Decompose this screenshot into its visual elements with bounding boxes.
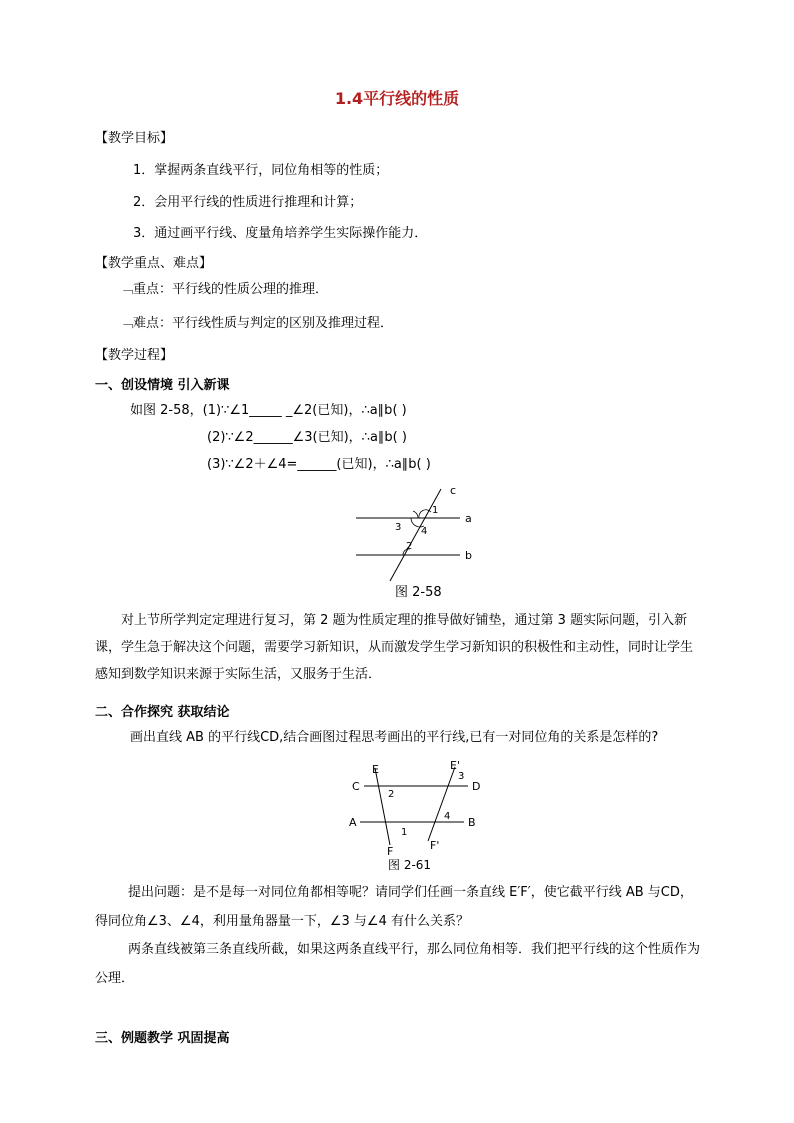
label-angle-1: 1 (401, 827, 408, 838)
key-points-heading: 【教学重点、难点】 (95, 256, 213, 271)
label-angle-3: 3 (458, 771, 465, 782)
goal-item-3: 3．通过画平行线、度量角培养学生实际操作能力． (133, 226, 428, 241)
section1-heading: 一、创设情境 引入新课 (95, 378, 230, 393)
goal-item-2: 2．会用平行线的性质进行推理和计算； (133, 195, 363, 210)
label-angle-1: 1 (432, 505, 439, 516)
label-C: C (352, 780, 360, 793)
label-F-prime: F' (430, 839, 440, 852)
page-title: 1.4平行线的性质 (334, 89, 460, 108)
label-angle-4: 4 (421, 526, 428, 537)
label-b: b (465, 549, 472, 562)
figure-2-61-caption: 图 2-61 (388, 858, 432, 872)
section2-question: 提出问题：是不是每一对同位角都相等呢？请同学们任画一条直线 E′F′，使它截平行线 AB 与CD，得同位角∠3、∠4，利用量角器量一下，∠3 与∠4 有什么关系？ (95, 885, 693, 929)
label-c: c (450, 484, 457, 497)
focus-point: ﹁重点：平行线的性质公理的推理． (120, 282, 329, 297)
label-E: E (372, 763, 379, 776)
label-angle-3: 3 (395, 522, 402, 533)
label-A: A (349, 816, 357, 829)
label-E-prime: E' (450, 759, 460, 772)
section2-conclusion: 两条直线被第三条直线所截，如果这两条直线平行，那么同位角相等．我们把平行线的这个性质作为公理． (95, 942, 701, 986)
goals-heading: 【教学目标】 (95, 131, 174, 146)
section2-intro: 画出直线 AB 的平行线CD,结合画图过程思考画出的平行线,已有一对同位角的关系是怎样的? (130, 730, 659, 745)
line-c (390, 489, 441, 581)
goal-item-1: 1．掌握两条直线平行，同位角相等的性质； (133, 163, 389, 178)
section3-heading: 三、例题教学 巩固提高 (95, 1031, 230, 1046)
difficulty-point: ﹁难点：平行线性质与判定的区别及推理过程． (120, 316, 394, 331)
figure-2-61 (340, 755, 500, 873)
process-heading: 【教学过程】 (95, 348, 174, 363)
angle-3-arc (413, 511, 418, 518)
label-F: F (387, 845, 394, 858)
section1-paragraph: 对上节所学判定定理进行复习，第 2 题为性质定理的推导做好铺垫，通过第 3 题实际问题，引入新课，学生急于解决这个问题，需要学习新知识，从而激发学生学习新知识的积极性和主动性，同时让学生感知到数学知识来源于实际生活，又服务于生活． (95, 613, 694, 682)
section2-heading: 二、合作探究 获取结论 (95, 705, 230, 720)
label-angle-2: 2 (406, 541, 413, 552)
figure-2-58-caption: 图 2-58 (395, 585, 442, 600)
label-D: D (472, 780, 481, 793)
question-3: (3)∵∠2＋∠4=______(已知)，∴a∥b( ) (207, 457, 431, 472)
question-1: 如图 2-58，(1)∵∠1_____ _∠2(已知)，∴a∥b( ) (130, 403, 407, 418)
line-E2F2 (428, 767, 455, 841)
label-B: B (468, 816, 476, 829)
question-2: (2)∵∠2______∠3(已知)，∴a∥b( ) (207, 430, 407, 445)
label-a: a (465, 512, 472, 525)
line-EF (375, 768, 390, 845)
label-angle-4: 4 (444, 811, 451, 822)
figure-2-58 (340, 480, 490, 602)
label-angle-2: 2 (388, 789, 395, 800)
